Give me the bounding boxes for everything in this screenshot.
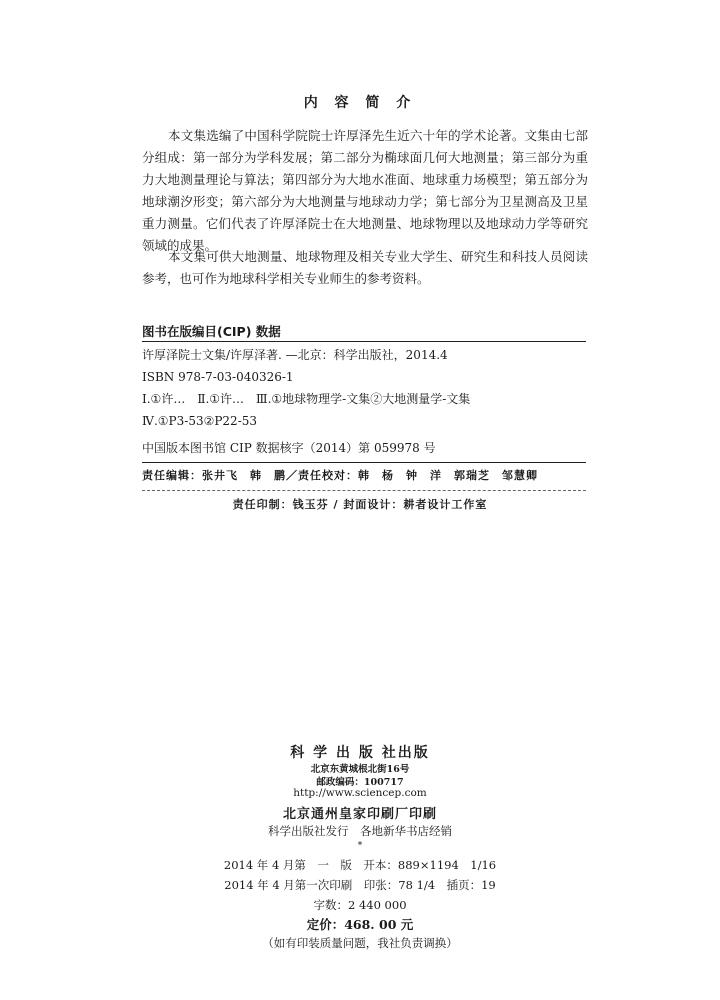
quality-notice: （如有印装质量问题，我社负责调换） [262,936,458,950]
impression-info: 2014 年 4 月第一次印刷 印张：78 1/4 插页：19 [224,878,496,892]
printer-name: 北京通州皇家印刷厂印刷 [282,807,437,822]
separator-mark: * [357,841,363,851]
summary-title: 内 容 简 介 [303,95,417,111]
cip-line-title: 许厚泽院士文集/许厚泽著. —北京：科学出版社，2014.4 [142,348,448,362]
publisher-name: 科 学 出 版 社出版 [290,745,430,761]
cip-registry-number: 中国版本图书馆 CIP 数据核字（2014）第 059978 号 [142,441,436,455]
distribution-info: 科学出版社发行 各地新华书店经销 [268,824,452,838]
word-count: 字数：2 440 000 [313,898,407,912]
credits-editors: 责任编辑：张井飞 韩 鹏／责任校对：韩 杨 钟 洋 郭瑞芝 邹慧卿 [142,469,538,482]
cip-bottom-rule [142,462,586,463]
publisher-url: http://www.sciencep.com [293,787,427,799]
cip-line-isbn: ISBN 978-7-03-040326-1 [142,370,294,384]
credits-printing: 责任印制：钱玉芬 / 封面设计：耕者设计工作室 [232,498,488,511]
publisher-address: 北京东黄城根北街16号 [310,764,410,775]
cip-top-rule [142,341,586,342]
cip-heading: 图书在版编目(CIP) 数据 [142,324,281,339]
summary-paragraph-1: 本文集选编了中国科学院院士许厚泽先生近六十年的学术论著。文集由七部分组成：第一部分为学科发展；第二部分为椭球面几何大地测量；第三部分为重力大地测量理论与算法；第四部分为大地水准面、地球重力场模型；第五部分为地球潮汐形变；第六部分为大地测量与地球动力学；第七部分为卫星测高及卫星重力测量。它们代表了许厚泽院士在大地测量、地球物理以及地球动力学等研究领域的成果。 [142,128,588,253]
cip-line-subjects: Ⅰ.①许… Ⅱ.①许… Ⅲ.①地球物理学-文集②大地测量学-文集 [142,392,471,406]
publisher-postcode: 邮政编码：100717 [316,777,404,788]
price: 定价：468. 00 元 [306,917,414,932]
cip-line-classification: Ⅳ.①P3-53②P22-53 [142,414,258,428]
credits-divider [142,490,586,491]
summary-paragraph-2: 本文集可供大地测量、地球物理及相关专业大学生、研究生和科技人员阅读参考，也可作为地球科学相关专业师生的参考资料。 [142,249,588,286]
edition-info: 2014 年 4 月第 一 版 开本：889×1194 1/16 [223,858,497,872]
